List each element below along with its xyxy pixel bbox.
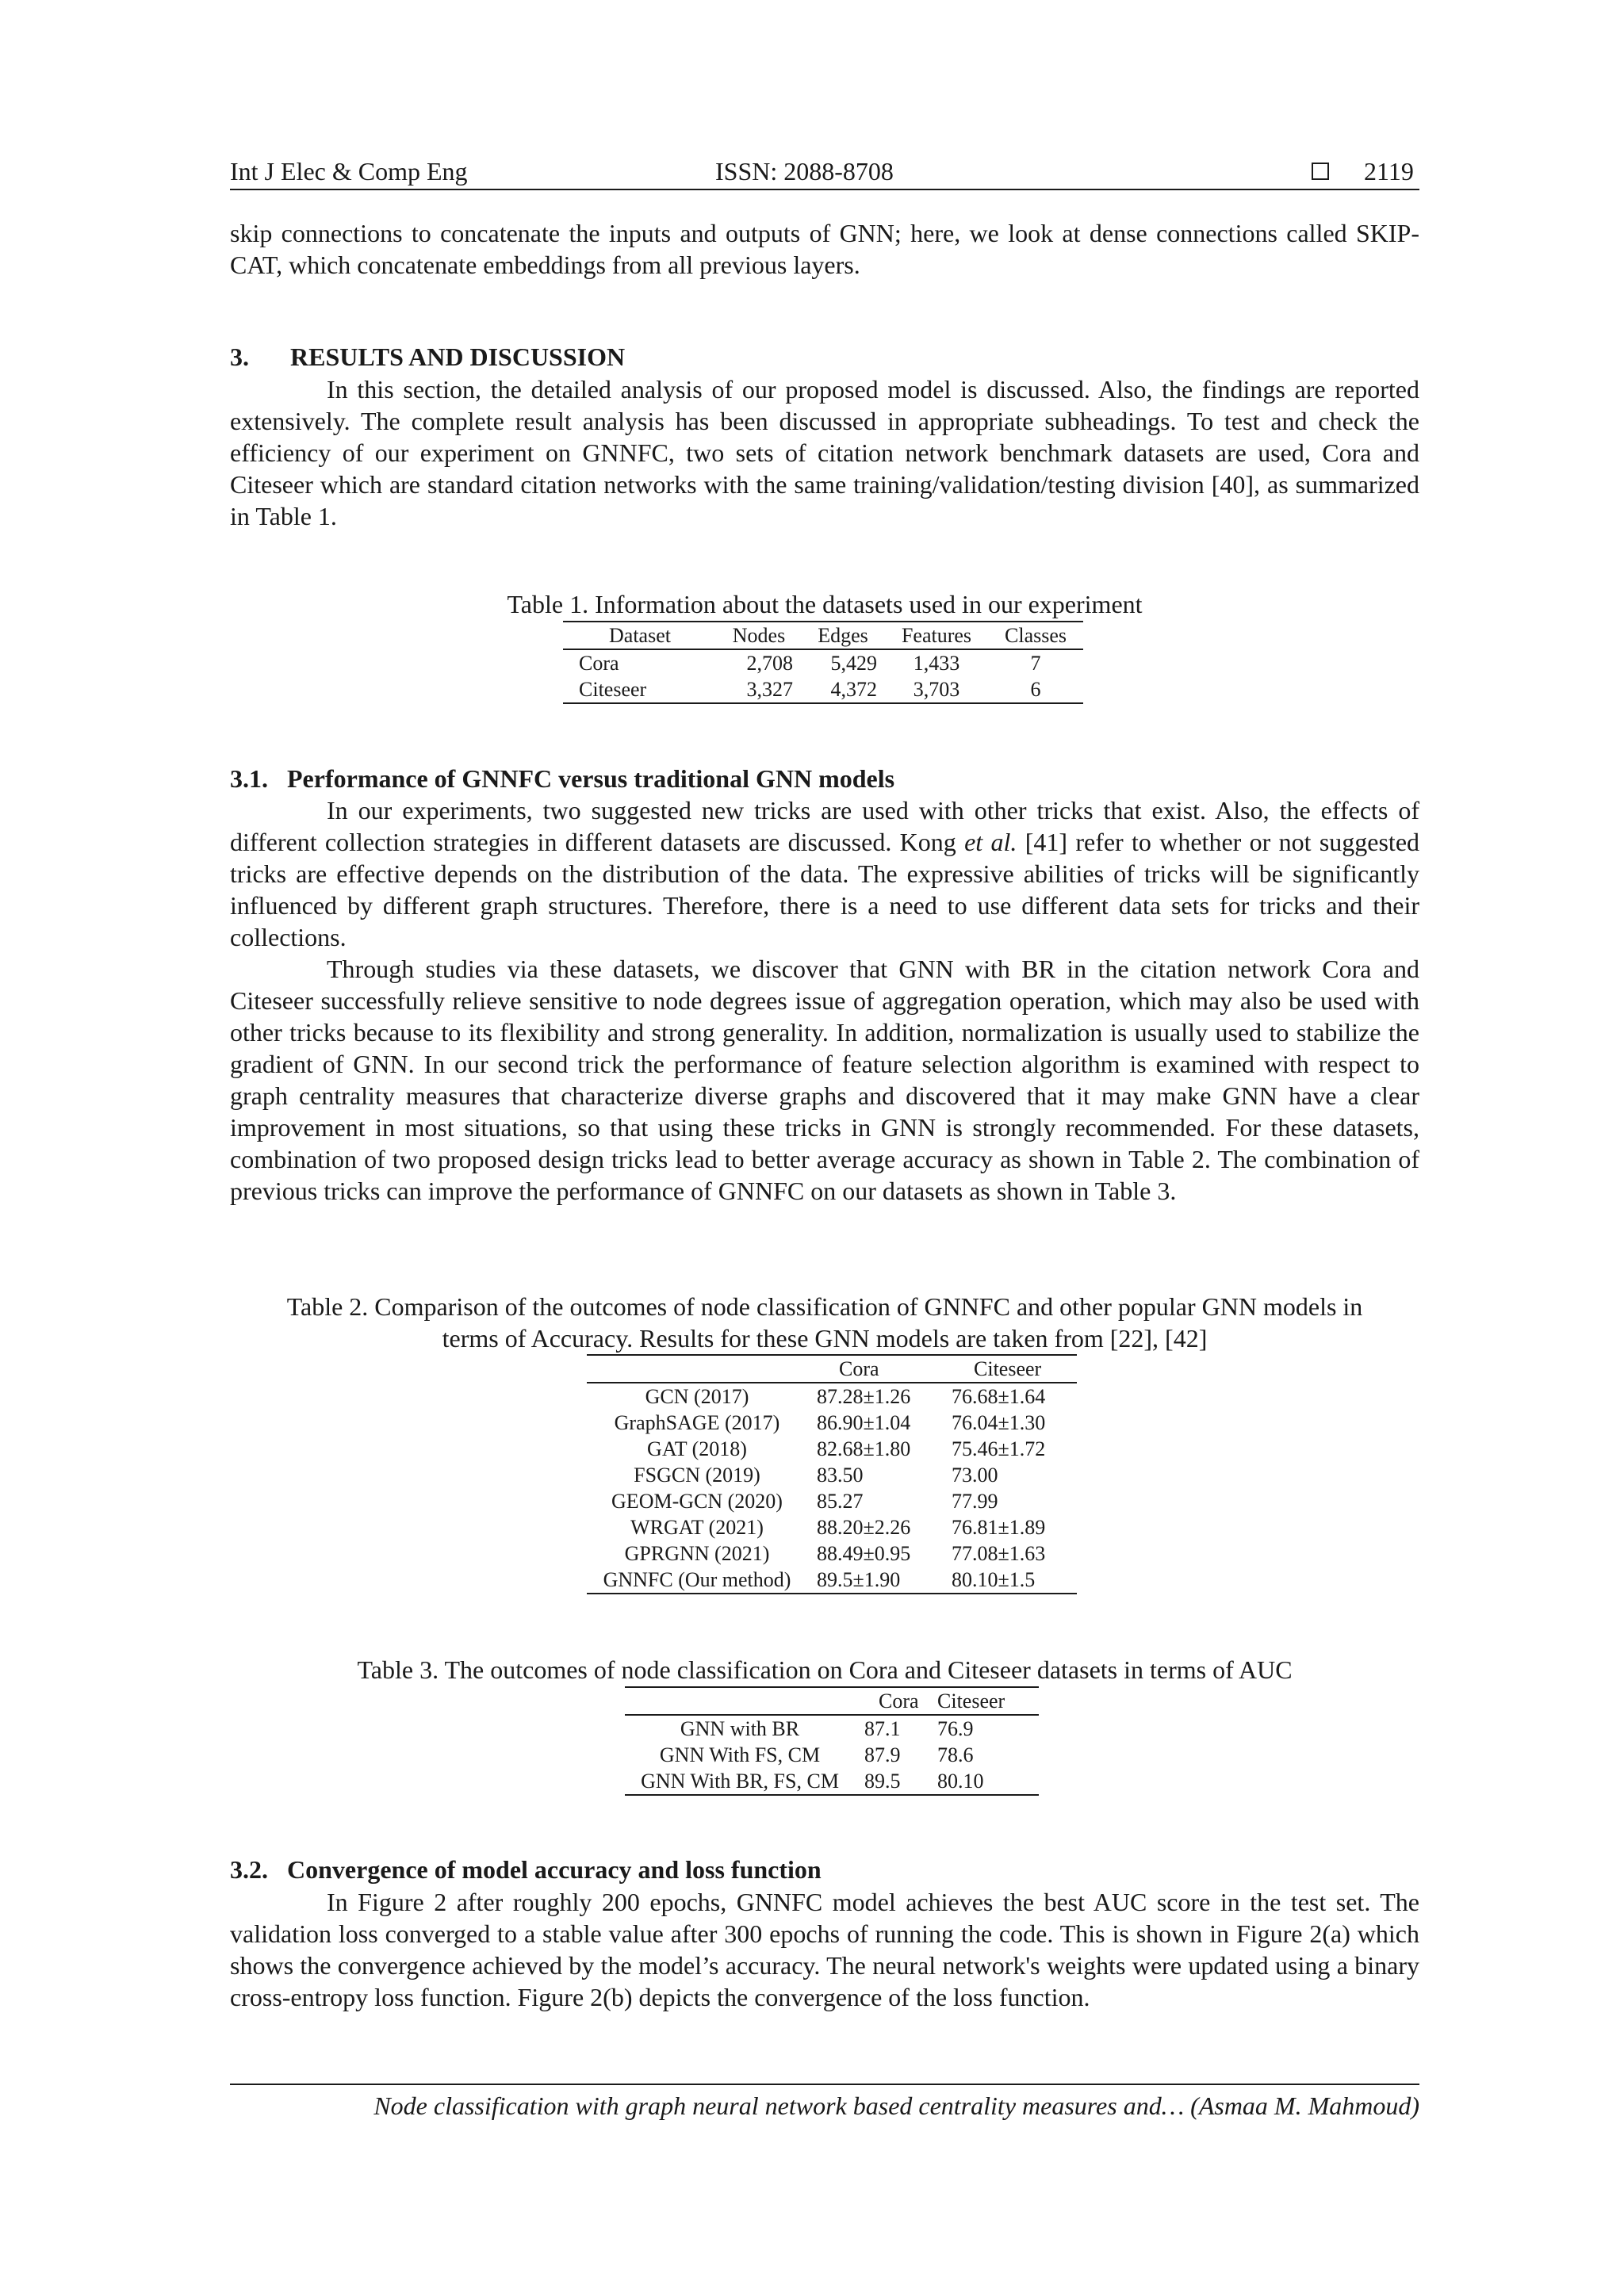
table-cell: 78.6	[937, 1743, 974, 1766]
table-cell: 4,372	[801, 676, 885, 703]
table-row	[587, 1383, 1077, 1410]
table-cell: 5,429	[830, 652, 877, 675]
table-row	[563, 649, 1083, 676]
table-cell: GEOM-GCN (2020)	[611, 1490, 783, 1513]
page-number: 2119	[1364, 157, 1414, 186]
column-header	[587, 1355, 807, 1383]
table-row	[625, 1768, 1039, 1795]
table-cell: 76.9	[937, 1717, 974, 1740]
table-cell: 75.46±1.72	[952, 1437, 1046, 1460]
table-cell: 3,327	[717, 676, 801, 703]
column-header	[625, 1687, 855, 1715]
table-row	[587, 1488, 1077, 1514]
column-header: Features	[885, 622, 988, 649]
table-cell: 88.20±2.26	[817, 1516, 911, 1539]
table-cell: 2,708	[746, 652, 793, 675]
table-cell: 76.68±1.64	[952, 1385, 1046, 1408]
table-row	[587, 1540, 1077, 1567]
table-2	[587, 1354, 1077, 1594]
table-cell: GNN With FS, CM	[659, 1743, 821, 1766]
table-cell: 77.99	[952, 1490, 998, 1513]
table-cell: 73.00	[952, 1464, 998, 1487]
caption-line: Table 2. Comparison of the outcomes of node classification of GNNFC and other popular GNN models in	[286, 1292, 1363, 1321]
table-cell: 87.1	[864, 1717, 901, 1740]
column-header: Cora	[855, 1687, 928, 1715]
section-3-heading	[230, 341, 625, 373]
footer-rule	[230, 2084, 1419, 2085]
table-cell: Citeseer	[563, 676, 717, 703]
table-cell: 6	[988, 676, 1083, 703]
table-header-row	[563, 622, 1083, 649]
table-cell: WRGAT (2021)	[630, 1516, 764, 1539]
table-cell: 77.08±1.63	[952, 1542, 1046, 1565]
section-3-2-heading	[230, 1854, 822, 1885]
issn: ISSN: 2088-8708	[715, 157, 894, 186]
table-cell: 1,433	[913, 652, 960, 675]
section-3-1-paragraph-2: Through studies via these datasets, we discover that GNN with BR in the citation network Cora and Citeseer successfully relieve sensitive to node degrees issue of aggregation operation, which may also be used with other tricks because to its flexibility and strong generality. In addition, normalization is usually used to stabilize the gradient of GNN. In our second trick the performance of feature selection algorithm is examined with respect to graph centrality measures that characterize diverse graphs and discovered that it may make GNN have a clear improvement in most situations, so that using these tricks in GNN is strongly recommended. For these datasets, combination of two proposed design tricks lead to better average accuracy as shown in Table 2. The combination of previous tricks can improve the performance of GNNFC on our datasets as shown in Table 3.	[230, 955, 1419, 1205]
section-3-1-heading	[230, 763, 894, 794]
running-footer: Node classification with graph neural network based centrality measures and… (Asmaa M. Mahmoud)	[373, 2091, 1419, 2120]
column-header: Dataset	[563, 622, 717, 649]
column-header: Citeseer	[942, 1355, 1077, 1383]
column-header: Classes	[988, 622, 1083, 649]
caption-line: terms of Accuracy. Results for these GNN models are taken from [22], [42]	[442, 1324, 1208, 1353]
section-3-paragraph: In this section, the detailed analysis of our proposed model is discussed. Also, the findings are reported extensively. The complete result analysis has been discussed in appropriate subheadings. To test and check the efficiency of our experiment on GNNFC, two sets of citation network benchmark datasets are used, Cora and Citeseer which are standard citation networks with the same training/validation/testing division [40], as summarized in Table 1.	[230, 375, 1419, 530]
header-rule	[230, 189, 1419, 190]
table-row	[563, 676, 1083, 703]
column-header: Nodes	[717, 622, 801, 649]
table-cell: 76.04±1.30	[952, 1411, 1046, 1434]
table-cell: GAT (2018)	[647, 1437, 747, 1460]
table-2-caption	[230, 1291, 1419, 1354]
table-cell: 85.27	[817, 1490, 864, 1513]
table-cell: 80.10±1.5	[942, 1567, 1077, 1594]
table-3-caption: Table 3. The outcomes of node classification on Cora and Citeseer datasets in terms of AUC	[357, 1655, 1293, 1684]
section-title: Convergence of model accuracy and loss function	[287, 1855, 822, 1884]
table-row	[587, 1436, 1077, 1462]
table-cell: 88.49±0.95	[817, 1542, 911, 1565]
table-cell: FSGCN (2019)	[634, 1464, 760, 1487]
table-cell: 80.10	[928, 1768, 1039, 1795]
table-cell: 76.81±1.89	[952, 1516, 1046, 1539]
table-cell: 87.28±1.26	[817, 1385, 911, 1408]
column-header: Cora	[807, 1355, 942, 1383]
section-number: 3.2.	[230, 1855, 268, 1884]
table-row	[587, 1514, 1077, 1540]
table-cell: GCN (2017)	[645, 1385, 749, 1408]
column-header: Edges	[801, 622, 885, 649]
table-row	[587, 1462, 1077, 1488]
table-header-row	[625, 1687, 1039, 1715]
section-3-1-paragraph-1: In our experiments, two suggested new tricks are used with other tricks that exist. Also, the effects of different collection strategies in different datasets are discussed. Kong et al. [41] refer to whether or not suggested tricks are effective depends on the distribution of the data. The expressive abilities of tricks will be significantly influenced by different graph structures. Therefore, there is a need to use different data sets for tricks and their collections.	[230, 796, 1420, 951]
section-title: RESULTS AND DISCUSSION	[290, 342, 626, 371]
table-cell: GNNFC (Our method)	[587, 1567, 807, 1594]
section-title: Performance of GNNFC versus traditional GNN models	[287, 764, 895, 793]
table-cell: 7	[1030, 652, 1041, 675]
table-1	[563, 621, 1083, 704]
journal-name: Int J Elec & Comp Eng	[230, 157, 468, 186]
table-cell: 89.5	[855, 1768, 928, 1795]
section-3-2-paragraph: In Figure 2 after roughly 200 epochs, GNNFC model achieves the best AUC score in the test set. The validation loss converged to a stable value after 300 epochs of running the code. This is shown in Figure 2(a) which shows the convergence achieved by the model’s accuracy. The neural network's weights were updated using a binary cross-entropy loss function. Figure 2(b) depicts the convergence of the loss function.	[230, 1888, 1419, 2011]
table-1-caption: Table 1. Information about the datasets used in our experiment	[507, 590, 1143, 618]
table-cell: 87.9	[864, 1743, 901, 1766]
table-cell: Cora	[579, 652, 619, 675]
table-cell: GraphSAGE (2017)	[614, 1411, 780, 1434]
table-cell: 83.50	[817, 1464, 864, 1487]
checkbox-square-icon	[1312, 163, 1329, 180]
table-row	[587, 1567, 1077, 1594]
table-cell: 82.68±1.80	[817, 1437, 911, 1460]
table-cell: 86.90±1.04	[817, 1411, 911, 1434]
table-row	[587, 1410, 1077, 1436]
table-cell: 3,703	[885, 676, 988, 703]
section-number: 3.1.	[230, 764, 268, 793]
table-cell: 89.5±1.90	[807, 1567, 942, 1594]
table-cell: GPRGNN (2021)	[624, 1542, 770, 1565]
table-cell: GNN with BR	[680, 1717, 800, 1740]
section-number: 3.	[230, 342, 249, 371]
table-row	[625, 1742, 1039, 1768]
table-row	[625, 1715, 1039, 1742]
intro-paragraph: skip connections to concatenate the inputs and outputs of GNN; here, we look at dense connections called SKIP-CAT, which concatenate embeddings from all previous layers.	[230, 219, 1419, 279]
table-header-row	[587, 1355, 1077, 1383]
table-cell: GNN With BR, FS, CM	[625, 1768, 855, 1795]
column-header: Citeseer	[928, 1687, 1039, 1715]
table-3	[625, 1686, 1039, 1796]
